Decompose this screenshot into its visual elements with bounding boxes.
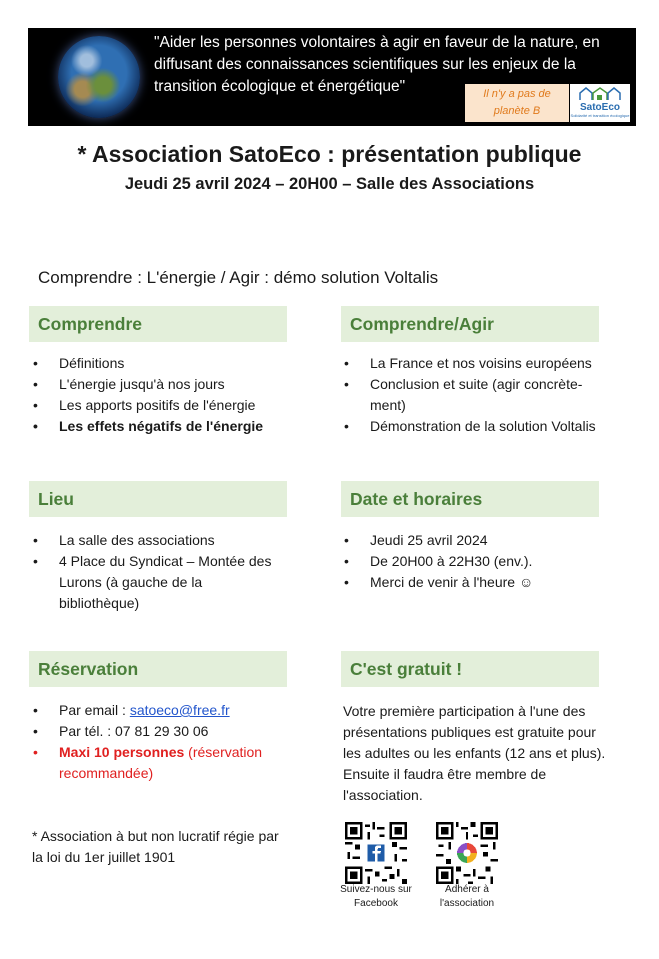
houses-icon — [578, 87, 622, 101]
list-item: • 4 Place du Syndicat – Montée des Lurons (à gauche de la bibliothèque) — [31, 551, 276, 614]
intro-line: Comprendre : L'énergie / Agir : démo solution Voltalis — [38, 268, 439, 287]
list-item — [31, 742, 291, 784]
logo-subtitle: Solidarité et transition écologique — [570, 113, 630, 118]
list-item — [31, 700, 291, 721]
list-item: • Démonstration de la solution Voltalis — [342, 416, 614, 437]
list-item: • Conclusion et suite (agir concrète-ment) — [342, 374, 614, 416]
logo-name: SatoEco — [579, 102, 620, 113]
page-title: * Association SatoEco : présentation publique — [77, 141, 582, 167]
max-note: (réservation recommandée) — [59, 744, 263, 781]
facebook-qr-label: Suivez-nous sur Facebook — [340, 884, 412, 909]
facebook-qr-code[interactable] — [345, 822, 407, 884]
comprendre-agir-list — [342, 353, 614, 437]
date-heading: Date et horaires — [341, 481, 599, 517]
membership-qr-label: Adhérer à l'association — [439, 884, 495, 909]
list-item: • De 20H00 à 22H30 (env.). — [342, 551, 614, 572]
gratuit-text: Votre première participation à l'une des présentations publiques est gratuite pour les adultes ou les enfants (12 ans et plus). Ensuite il faudra être membre de l'association. — [343, 703, 606, 803]
banner-quote: "Aider les personnes volontaires à agir en faveur de la nature, en diffusant des connaissances scientifiques sur les enjeux de la transition écologique et énergétique" — [154, 34, 600, 95]
max-persons: Maxi 10 personnes — [59, 744, 185, 760]
list-item: • La salle des associations — [31, 530, 276, 551]
list-item: • Les apports positifs de l'énergie — [31, 395, 291, 416]
page-subtitle: Jeudi 25 avril 2024 – 20H00 – Salle des Associations — [124, 175, 535, 193]
gratuit-heading: C'est gratuit ! — [341, 651, 599, 687]
list-item: • L'énergie jusqu'à nos jours — [31, 374, 291, 395]
list-item: • Merci de venir à l'heure ☺ — [342, 572, 614, 593]
footnote: * Association à but non lucratif régie par la loi du 1er juillet 1901 — [32, 828, 279, 865]
header-banner — [28, 28, 636, 126]
list-item: • Définitions — [31, 353, 291, 374]
list-item: • Les effets négatifs de l'énergie — [31, 416, 291, 437]
comprendre-list — [31, 353, 291, 437]
reservation-heading: Réservation — [29, 651, 287, 687]
list-item: • Jeudi 25 avril 2024 — [342, 530, 614, 551]
reservation-list — [31, 700, 291, 784]
membership-qr-code[interactable] — [436, 822, 498, 884]
list-item: • La France et nos voisins européens — [342, 353, 614, 374]
lieu-list — [31, 530, 276, 614]
earth-globe-image — [58, 36, 140, 118]
satoeco-logo — [570, 84, 630, 122]
tagline-box: Il n'y a pas de planète B — [465, 84, 569, 122]
email-link[interactable]: satoeco@free.fr — [129, 702, 230, 718]
email-prefix: Par email : — [59, 702, 130, 718]
comprendre-heading: Comprendre — [29, 306, 287, 342]
list-item: • Par tél. : 07 81 29 30 06 — [31, 721, 291, 742]
comprendre-agir-heading: Comprendre/Agir — [341, 306, 599, 342]
date-list — [342, 530, 614, 593]
lieu-heading: Lieu — [29, 481, 287, 517]
